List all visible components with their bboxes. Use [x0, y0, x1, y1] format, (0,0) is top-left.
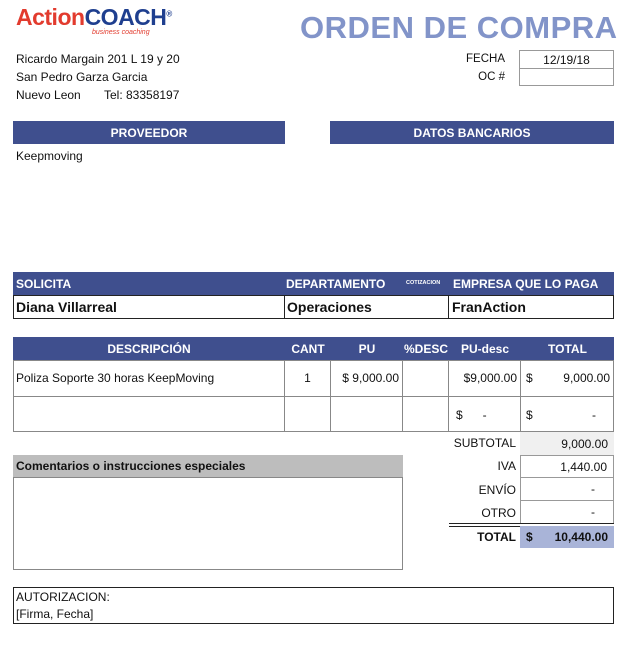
empresa-label: EMPRESA QUE LO PAGA — [453, 277, 599, 291]
logo-action-text: Action — [16, 4, 85, 30]
subtotal-value: 9,000.00 — [520, 432, 614, 455]
envio-label: ENVÍO — [478, 483, 516, 497]
proveedor-value[interactable]: Keepmoving — [16, 149, 83, 163]
authorization-signature[interactable]: [Firma, Fecha] — [16, 607, 94, 621]
solicita-value[interactable]: Diana Villarreal — [16, 299, 117, 315]
subtotal-label: SUBTOTAL — [453, 436, 516, 450]
fecha-label: FECHA — [466, 53, 505, 65]
table-row-2-descripcion[interactable] — [16, 397, 282, 432]
actioncoach-logo — [16, 4, 172, 31]
iva-value[interactable]: 1,440.00 — [520, 455, 614, 478]
cotizacion-label: COTIZACION — [406, 280, 441, 286]
table-row-2-pu[interactable] — [331, 397, 399, 432]
col-total: TOTAL — [548, 341, 587, 356]
table-row-1-pu-desc: $9,000.00 — [463, 371, 517, 385]
col-pu: PU — [358, 341, 376, 356]
table-row-2-cant[interactable] — [285, 397, 330, 432]
table-row-2-total: - — [592, 407, 596, 422]
col-desc: %DESC — [403, 341, 448, 356]
col-descripcion: DESCRIPCIÓN — [107, 341, 191, 356]
table-row-2-desc[interactable] — [403, 397, 448, 432]
fecha-field[interactable]: 12/19/18 — [519, 50, 614, 69]
table-row-1-pu[interactable]: $ 9,000.00 — [342, 371, 399, 385]
address-phone: Tel: 83358197 — [104, 88, 180, 102]
datos-bancarios-header: DATOS BANCARIOS — [330, 121, 614, 144]
oc-field[interactable] — [519, 68, 614, 86]
iva-label: IVA — [497, 459, 516, 473]
oc-label: OC # — [478, 71, 505, 83]
otro-value[interactable]: - — [520, 501, 614, 524]
table-row-1-total: 9,000.00 — [563, 371, 610, 385]
total-label: TOTAL — [477, 530, 516, 544]
table-row-1-cant[interactable]: 1 — [304, 371, 311, 385]
otro-label: OTRO — [481, 506, 516, 520]
table-row-1-desc[interactable] — [403, 360, 448, 396]
document-title: ORDEN DE COMPRA — [300, 10, 618, 45]
address-line-2: San Pedro Garza Garcia — [16, 70, 148, 84]
total-value: 10,440.00 — [554, 530, 608, 544]
comments-header: Comentarios o instrucciones especiales — [13, 455, 403, 477]
address-city: Nuevo Leon — [16, 88, 81, 102]
logo-registered-mark: ® — [166, 9, 172, 19]
proveedor-header: PROVEEDOR — [13, 121, 285, 144]
solicita-label: SOLICITA — [16, 277, 72, 291]
departamento-value[interactable]: Operaciones — [287, 299, 372, 315]
departamento-label: DEPARTAMENTO — [286, 277, 386, 291]
empresa-value[interactable]: FranAction — [452, 299, 526, 315]
table-row-2-total-symbol: $ — [526, 407, 533, 422]
total-symbol: $ — [526, 530, 533, 544]
logo-subtitle: business coaching — [92, 29, 150, 36]
solicita-header-bar — [13, 272, 614, 295]
address-line-1: Ricardo Margain 201 L 19 y 20 — [16, 52, 180, 66]
table-row-1-total-symbol: $ — [526, 371, 533, 385]
table-row-1-descripcion[interactable]: Poliza Soporte 30 horas KeepMoving — [16, 371, 215, 385]
table-row-2-pu-desc: $ - — [456, 407, 487, 422]
authorization-label: AUTORIZACION: — [16, 590, 110, 604]
comments-textarea[interactable] — [13, 477, 403, 570]
col-pu-desc: PU-desc — [460, 341, 510, 356]
logo-coach-text: COACH — [84, 4, 167, 30]
envio-value[interactable]: - — [520, 478, 614, 501]
col-cant: CANT — [291, 341, 325, 356]
